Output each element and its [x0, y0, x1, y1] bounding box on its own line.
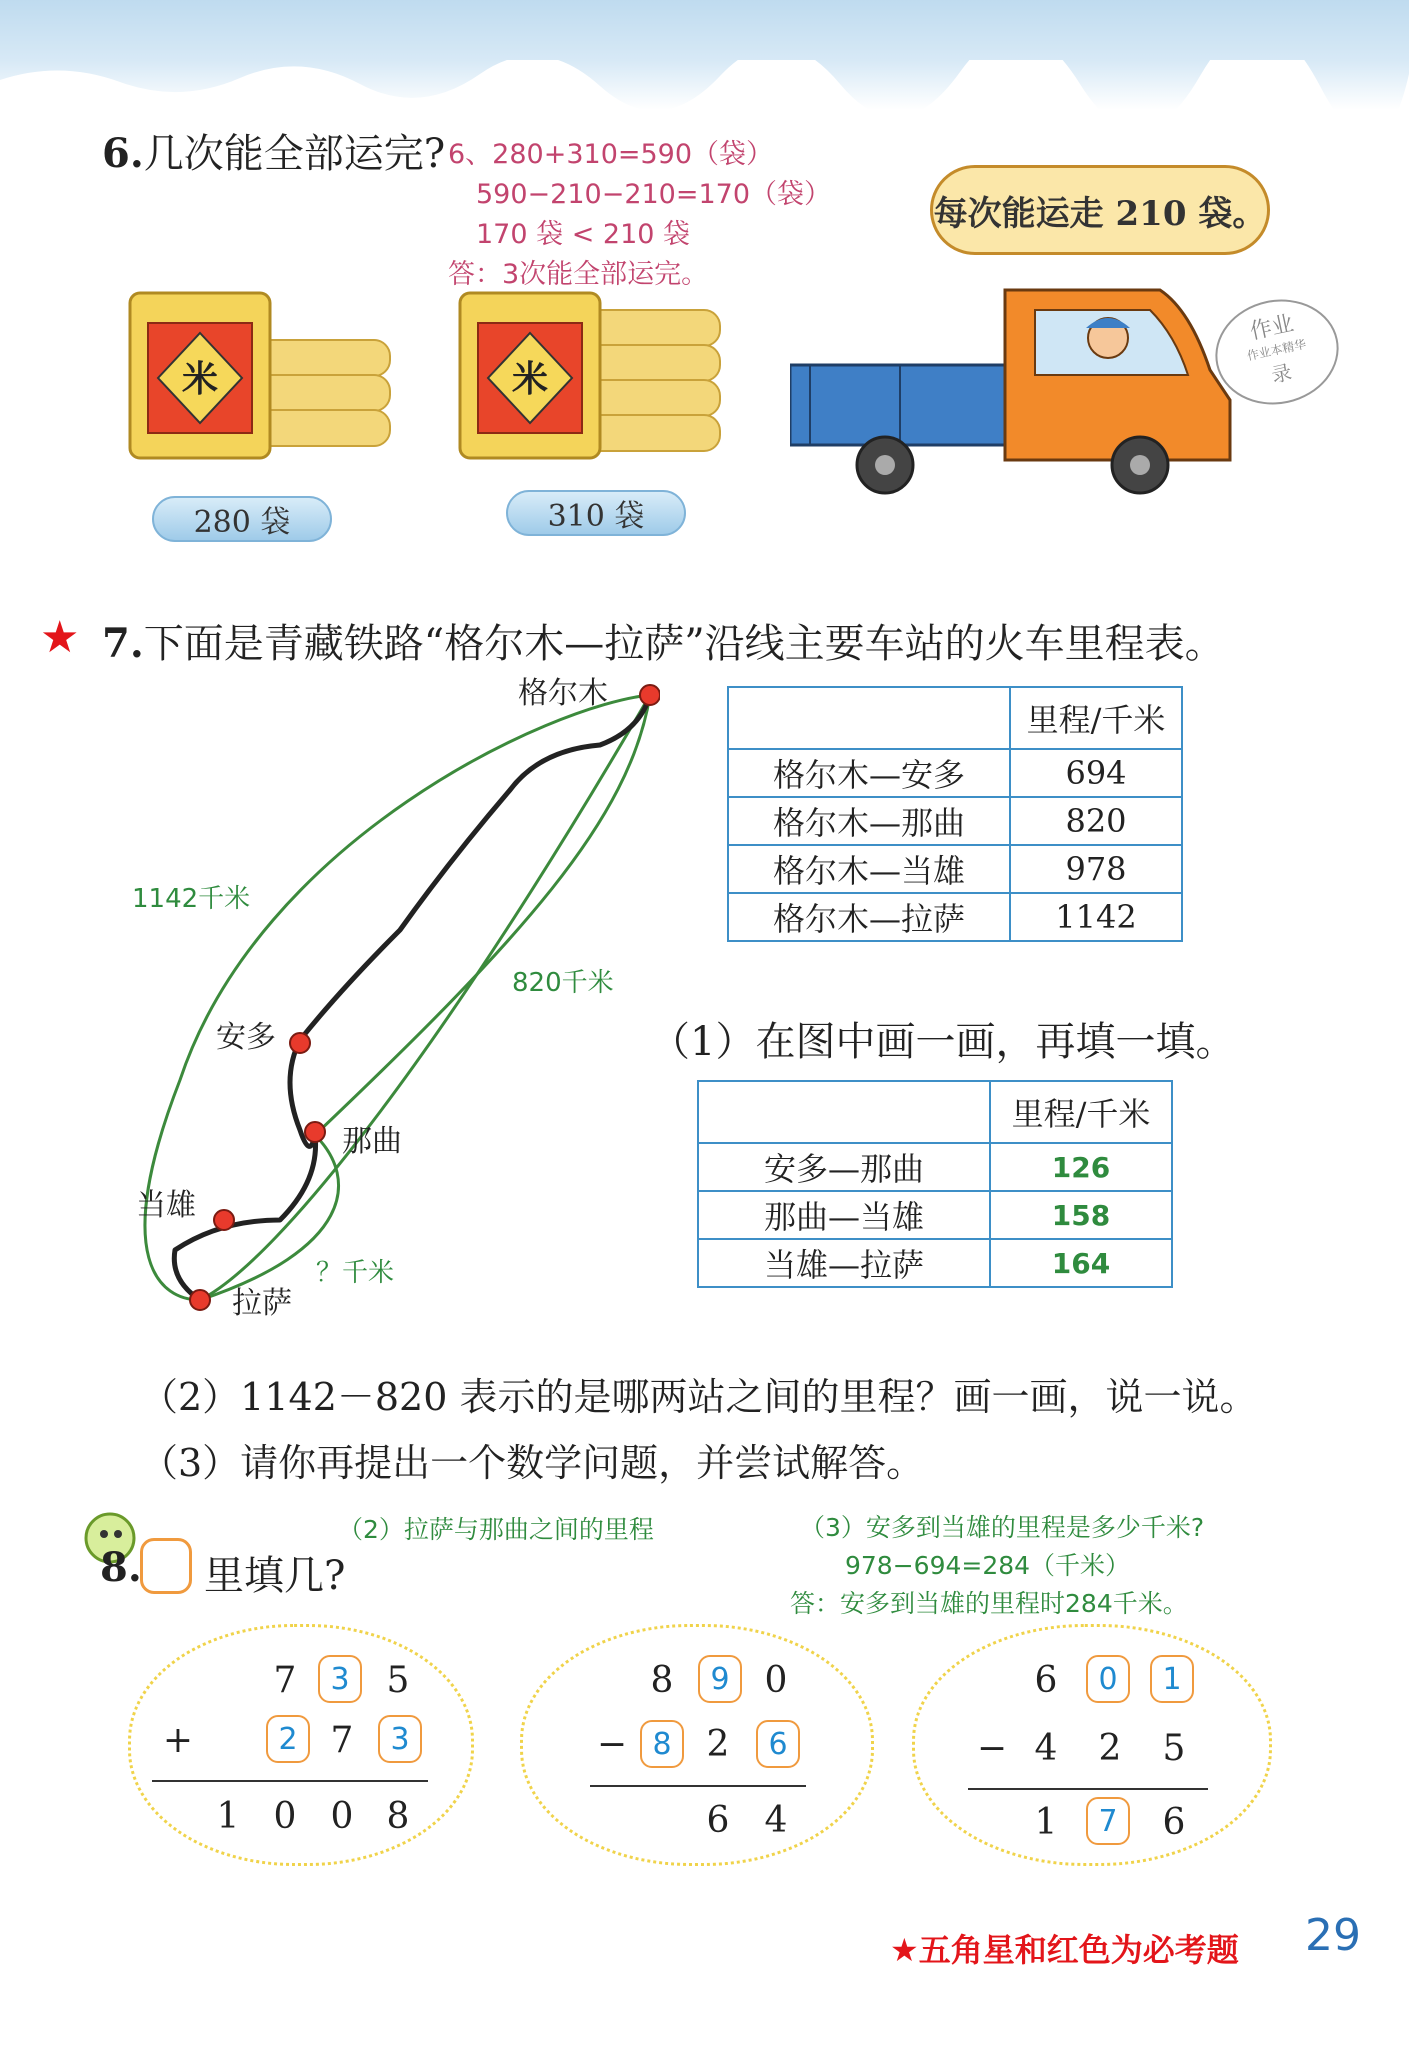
q6-question: 几次能全部运完?	[143, 131, 446, 177]
station-dot-lasa	[190, 1290, 210, 1310]
calc3-operator: −	[976, 1728, 1008, 1769]
q7-sub2: （2）1142－820 表示的是哪两站之间的里程？画一画，说一说。	[140, 1375, 1258, 1419]
calc2-mid-box[interactable]: 8	[640, 1720, 684, 1768]
cloud-edge-decoration	[0, 60, 1409, 120]
stamp-mid-text: 作业本精华	[1245, 336, 1308, 364]
calc3-top-box[interactable]: 0	[1086, 1655, 1130, 1703]
table1-km: 694	[1010, 749, 1182, 797]
q6-answer-line-4: 答：3次能全部运完。	[448, 259, 709, 290]
table2-route: 安多—那曲	[698, 1143, 990, 1191]
table2-km: 158	[990, 1191, 1172, 1239]
q7-answer-3-line-2: 978−694=284（千米）	[845, 1551, 1131, 1580]
q8-question: 里填几?	[204, 1553, 346, 1599]
footer-star-icon: ★	[890, 1931, 919, 1969]
stamp-bottom-text: 录	[1269, 359, 1294, 388]
station-dot-naqu	[305, 1122, 325, 1142]
star-icon: ★	[40, 612, 80, 663]
footer-text: 五角星和红色为必考题	[918, 1931, 1239, 1969]
calc2-result-digit: 6	[706, 1800, 730, 1841]
footer-note	[890, 1925, 1239, 1971]
calc3-result-digit: 6	[1162, 1802, 1186, 1843]
q7-question: 下面是青藏铁路“格尔木—拉萨”沿线主要车站的火车里程表。	[143, 621, 1225, 667]
rice-bags-pile-1	[120, 285, 400, 465]
table2-route: 那曲—当雄	[698, 1191, 990, 1239]
calc2-mid-digit: 2	[706, 1724, 730, 1765]
calc1-mid-digit: 7	[330, 1720, 354, 1761]
q6-number: 6.	[102, 130, 144, 177]
calc1-mid-box[interactable]: 3	[378, 1715, 422, 1763]
table1-km: 1142	[1010, 893, 1182, 941]
mileage-table-2	[697, 1080, 1173, 1288]
calc1-result-digit: 8	[386, 1796, 410, 1837]
calc3-rule	[968, 1788, 1208, 1790]
station-dot-dangxiong	[214, 1210, 234, 1230]
table2-km: 126	[990, 1143, 1172, 1191]
station-anduo: 安多	[216, 1020, 276, 1055]
table2-header: 里程/千米	[990, 1081, 1172, 1143]
bag-label-280: 280 袋	[152, 496, 332, 542]
calc1-top-box[interactable]: 3	[318, 1655, 362, 1703]
calc-2-background	[520, 1624, 874, 1866]
calc2-mid-box[interactable]: 6	[756, 1720, 800, 1768]
label-unknown-km: ？千米	[316, 1258, 395, 1288]
station-dangxiong: 当雄	[136, 1188, 196, 1223]
q7-sub3: （3）请你再提出一个数学问题，并尝试解答。	[140, 1441, 925, 1485]
calc3-top-box[interactable]: 1	[1150, 1655, 1194, 1703]
table1-route: 格尔木—那曲	[728, 797, 1010, 845]
q6-answer-line-2: 590−210−210=170（袋）	[476, 179, 832, 210]
calc3-mid-digit: 5	[1162, 1728, 1186, 1769]
sky-banner	[0, 0, 1409, 110]
q6-title	[102, 122, 445, 179]
calc3-mid-digit: 4	[1034, 1728, 1058, 1769]
rice-bags-pile-2	[450, 285, 730, 465]
table1-km: 820	[1010, 797, 1182, 845]
station-geermu: 格尔木	[518, 676, 608, 711]
calc1-result-digit: 0	[273, 1796, 297, 1837]
table1-route: 格尔木—拉萨	[728, 893, 1010, 941]
station-dot-geermu	[640, 685, 660, 705]
label-1142-km: 1142千米	[132, 884, 251, 914]
calc2-rule	[590, 1785, 806, 1787]
calc1-top-digit: 7	[273, 1660, 297, 1701]
calc2-result-digit: 4	[764, 1800, 788, 1841]
q6-answer-line-1: 6、280+310=590（袋）	[448, 139, 774, 170]
label-820-km: 820千米	[512, 968, 614, 998]
bag-label-310: 310 袋	[506, 490, 686, 536]
q8-title	[100, 1544, 142, 1591]
calc2-top-box[interactable]: 9	[698, 1655, 742, 1703]
q7-number: 7.	[102, 620, 144, 667]
blank-box-icon	[140, 1538, 192, 1594]
stamp-top-text: 作业	[1247, 311, 1297, 345]
rice-char-2: 米	[511, 359, 549, 400]
calc3-result-box[interactable]: 7	[1086, 1797, 1130, 1845]
calc1-operator: +	[162, 1720, 194, 1761]
calc1-result-digit: 0	[330, 1796, 354, 1837]
calc3-top-digit: 6	[1034, 1660, 1058, 1701]
calc2-top-digit: 0	[764, 1660, 788, 1701]
q7-sub1: （1）在图中画一画，再填一填。	[650, 1019, 1236, 1065]
station-lasa: 拉萨	[232, 1286, 292, 1321]
calc1-result-digit: 1	[216, 1796, 240, 1837]
table2-empty-header	[698, 1081, 990, 1143]
table1-header: 里程/千米	[1010, 687, 1182, 749]
table1-empty-header	[728, 687, 1010, 749]
q8-number: 8.	[100, 1544, 142, 1591]
table2-route: 当雄—拉萨	[698, 1239, 990, 1287]
speech-bubble	[930, 165, 1270, 255]
page-number: 29	[1305, 1910, 1361, 1961]
truck-illustration	[790, 280, 1270, 500]
speech-bubble-text: 每次能运走 210 袋。	[933, 193, 1267, 234]
q7-answer-3-line-1: （3）安多到当雄的里程是多少千米?	[800, 1513, 1205, 1542]
table2-km: 164	[990, 1239, 1172, 1287]
table1-route: 格尔木—当雄	[728, 845, 1010, 893]
rice-char-1: 米	[181, 359, 219, 400]
q7-answer-3-line-3: 答：安多到当雄的里程时284千米。	[790, 1589, 1188, 1618]
calc3-mid-digit: 2	[1098, 1728, 1122, 1769]
table1-km: 978	[1010, 845, 1182, 893]
station-dot-anduo	[290, 1033, 310, 1053]
calc2-operator: −	[596, 1724, 628, 1765]
mileage-table-1	[727, 686, 1183, 942]
calc1-mid-box[interactable]: 2	[266, 1715, 310, 1763]
q6-answer-line-3: 170 袋 < 210 袋	[476, 219, 691, 250]
table1-route: 格尔木—安多	[728, 749, 1010, 797]
calc1-top-digit: 5	[386, 1660, 410, 1701]
q7-answer-2: （2）拉萨与那曲之间的里程	[338, 1515, 654, 1544]
calc1-rule	[152, 1780, 428, 1782]
calc3-result-digit: 1	[1034, 1802, 1058, 1843]
calc2-top-digit: 8	[650, 1660, 674, 1701]
station-naqu: 那曲	[342, 1124, 402, 1159]
